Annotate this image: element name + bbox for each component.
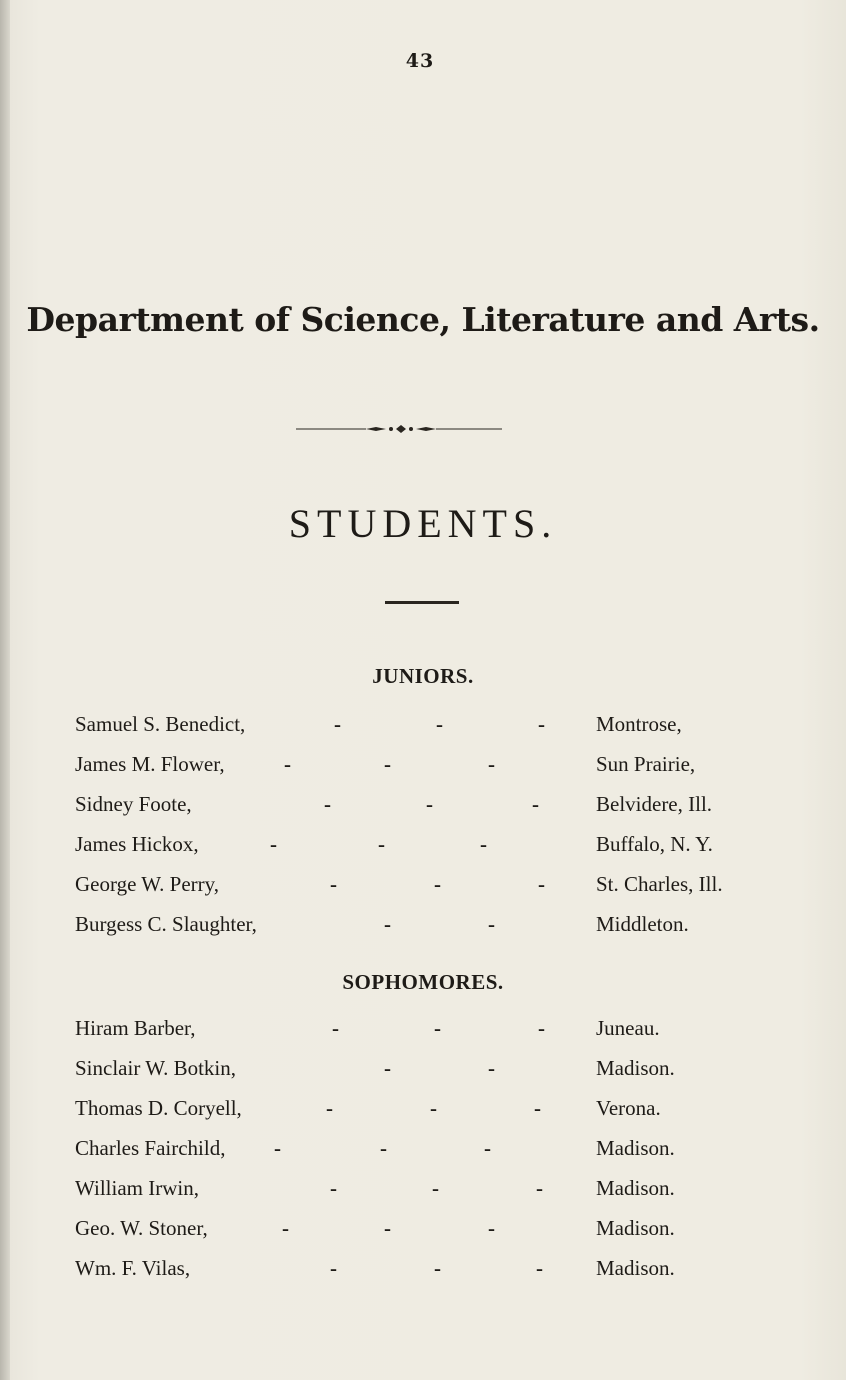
- student-name: James M. Flower,: [75, 752, 225, 776]
- student-hometown: Buffalo, N. Y.: [596, 832, 713, 856]
- page-spine-shadow: [0, 0, 10, 1380]
- students-heading: STUDENTS.: [288, 501, 558, 546]
- leader-dashes: - - -: [332, 1016, 545, 1040]
- student-name: Sidney Foote,: [75, 792, 192, 816]
- student-name: Charles Fairchild,: [75, 1136, 226, 1160]
- leader-dashes: - -: [384, 912, 495, 936]
- student-hometown: Madison.: [596, 1056, 675, 1080]
- student-row: [0, 912, 846, 942]
- leader-dashes: - - -: [334, 712, 545, 736]
- student-row: [0, 752, 846, 782]
- student-row: [0, 1176, 846, 1206]
- student-hometown: Madison.: [596, 1216, 675, 1240]
- student-row: [0, 792, 846, 822]
- leader-dashes: - - -: [282, 1216, 495, 1240]
- leader-dashes: - - -: [330, 1176, 543, 1200]
- student-hometown: Middleton.: [596, 912, 689, 936]
- student-name: James Hickox,: [75, 832, 199, 856]
- student-hometown: Belvidere, Ill.: [596, 792, 713, 816]
- leader-dashes: - - -: [324, 792, 539, 816]
- student-name: Thomas D. Coryell,: [75, 1096, 242, 1120]
- student-row: [0, 872, 846, 902]
- student-name: Geo. W. Stoner,: [75, 1216, 208, 1240]
- leader-dashes: - - -: [330, 872, 545, 896]
- student-hometown: St. Charles, Ill.: [596, 872, 723, 896]
- student-name: William Irwin,: [75, 1176, 199, 1200]
- student-row: [0, 1256, 846, 1286]
- student-hometown: Montrose,: [596, 712, 682, 736]
- department-title: Department of Science, Literature and Arts.: [26, 300, 820, 339]
- student-name: Hiram Barber,: [75, 1016, 196, 1040]
- student-hometown: Madison.: [596, 1176, 675, 1200]
- page-number: 43: [405, 50, 435, 72]
- leader-dashes: - - -: [330, 1256, 543, 1280]
- ornament-divider: [296, 421, 502, 437]
- student-name: Samuel S. Benedict,: [75, 712, 246, 736]
- student-row: [0, 1216, 846, 1246]
- student-hometown: Madison.: [596, 1136, 675, 1160]
- student-row: [0, 1096, 846, 1126]
- leader-dashes: - - -: [326, 1096, 541, 1120]
- student-name: George W. Perry,: [75, 872, 220, 896]
- section-title-juniors: JUNIORS.: [372, 664, 474, 688]
- leader-dashes: - - -: [284, 752, 495, 776]
- student-name: Sinclair W. Botkin,: [75, 1056, 237, 1080]
- student-hometown: Madison.: [596, 1256, 675, 1280]
- leader-dashes: - - -: [274, 1136, 491, 1160]
- student-row: [0, 1056, 846, 1086]
- student-row: [0, 832, 846, 862]
- student-row: [0, 1136, 846, 1166]
- heading-rule: [385, 601, 459, 604]
- student-name: Wm. F. Vilas,: [75, 1256, 191, 1280]
- student-hometown: Verona.: [596, 1096, 661, 1120]
- section-title-sophomores: SOPHOMORES.: [342, 970, 504, 994]
- student-row: [0, 712, 846, 742]
- student-hometown: Sun Prairie,: [596, 752, 696, 776]
- student-hometown: Juneau.: [596, 1016, 660, 1040]
- student-name: Burgess C. Slaughter,: [75, 912, 257, 936]
- student-row: [0, 1016, 846, 1046]
- leader-dashes: - -: [384, 1056, 495, 1080]
- leader-dashes: - - -: [270, 832, 487, 856]
